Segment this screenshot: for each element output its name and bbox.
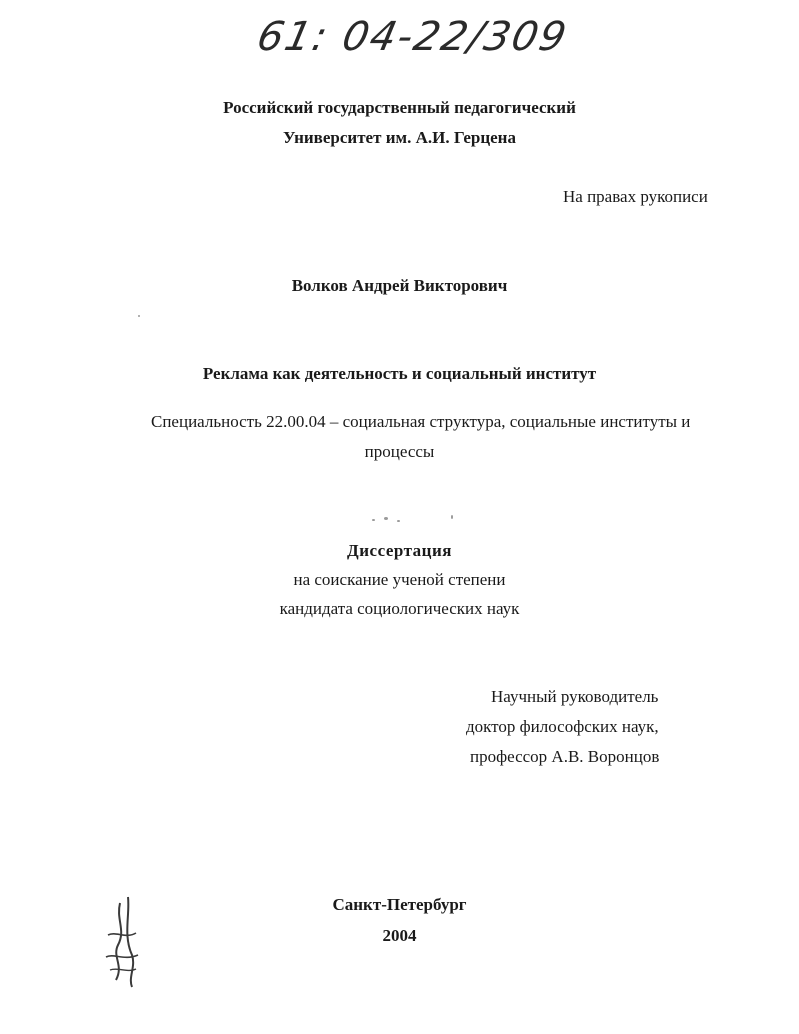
scan-speck xyxy=(384,517,388,520)
dissertation-degree-line-2: кандидата социологических наук xyxy=(279,599,520,618)
dissertation-degree-line-1: на соискание ученой степени xyxy=(293,570,506,589)
year: 2004 xyxy=(382,926,417,945)
specialty-line-2: процессы xyxy=(364,442,435,461)
scan-speck xyxy=(397,520,400,522)
institution-line-2: Университет им. А.И. Герцена xyxy=(283,128,516,147)
dissertation-title: Реклама как деятельность и социальный институт xyxy=(202,364,597,383)
archive-stamp-text: 61: 04-22/309 xyxy=(253,14,573,60)
rights-note: На правах рукописи xyxy=(563,187,708,206)
scan-speck xyxy=(138,315,140,317)
scan-speck xyxy=(451,515,453,519)
place: Санкт-Петербург xyxy=(332,895,467,914)
dissertation-heading: Диссертация xyxy=(347,541,452,560)
advisor-label: Научный руководитель xyxy=(491,687,659,706)
handwritten-signature xyxy=(98,895,148,990)
advisor-name: профессор А.В. Воронцов xyxy=(470,747,660,766)
advisor-degree: доктор философских наук, xyxy=(466,717,659,736)
institution-line-1: Российский государственный педагогический xyxy=(223,98,576,117)
author-name: Волков Андрей Викторович xyxy=(291,276,508,295)
scan-speck xyxy=(372,519,375,521)
specialty-line-1: Специальность 22.00.04 – социальная структура, социальные институты и xyxy=(151,412,691,431)
archive-stamp xyxy=(253,14,572,60)
